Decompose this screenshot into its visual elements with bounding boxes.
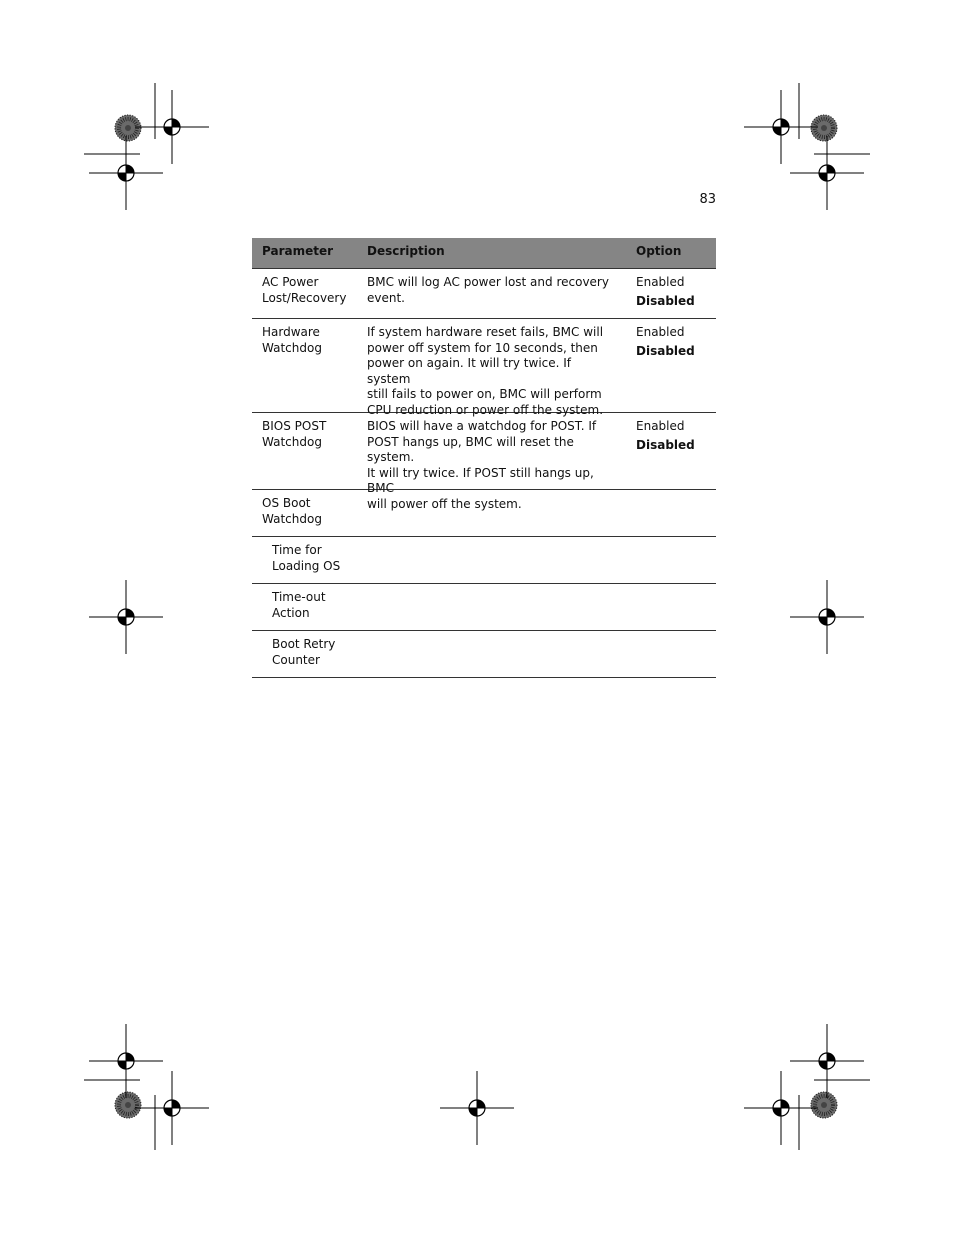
- option-value: Enabled: [636, 419, 685, 433]
- cell-option: [626, 631, 716, 677]
- cell-option: [626, 584, 716, 630]
- cell-parameter: Time for Loading OS: [272, 543, 341, 573]
- table-row: [252, 584, 716, 631]
- header-parameter: Parameter: [262, 244, 334, 258]
- cell-description: BMC will log AC power lost and recovery event.: [367, 275, 609, 305]
- cell-option: [626, 490, 716, 536]
- table-row: [252, 631, 716, 678]
- cell-option: [626, 537, 716, 583]
- cell-option: [626, 413, 716, 489]
- cell-description: If system hardware reset fails, BMC will power off system for 10 seconds, then power on again. It will try twice. If system still fails to power on, BMC will perform CPU reduction or power off the system.: [367, 325, 604, 417]
- table-row: [252, 537, 716, 584]
- option-default: Disabled: [636, 437, 695, 452]
- cell-parameter: Time-out Action: [272, 590, 326, 620]
- cell-parameter: Hardware Watchdog: [262, 325, 322, 355]
- cell-parameter: BIOS POST Watchdog: [262, 419, 327, 449]
- cell-description: BIOS will have a watchdog for POST. If POST hangs up, BMC will reset the system. It will try twice. If POST still hangs up, BMC will power off the system.: [367, 419, 597, 511]
- table-body: [252, 269, 716, 678]
- header-description: Description: [367, 244, 445, 258]
- option-value: Enabled: [636, 275, 685, 289]
- parameter-table: [252, 238, 716, 678]
- cell-description: [357, 631, 626, 677]
- option-default: Disabled: [636, 293, 695, 308]
- cell-option: [626, 319, 716, 412]
- header-option: Option: [636, 244, 682, 258]
- cell-description: [357, 537, 626, 583]
- cell-parameter: AC Power Lost/Recovery: [262, 275, 347, 305]
- table-row: [252, 490, 716, 537]
- cell-parameter: OS Boot Watchdog: [262, 496, 322, 526]
- table-row: [252, 319, 716, 417]
- cell-description: [357, 490, 626, 536]
- option-value: Enabled: [636, 325, 685, 339]
- page-number: 83: [699, 192, 716, 207]
- cell-description: [357, 584, 626, 630]
- cell-option: [626, 269, 716, 318]
- cell-parameter: Boot Retry Counter: [272, 637, 336, 667]
- table-header: [252, 238, 716, 269]
- table-row: [252, 269, 716, 319]
- option-default: Disabled: [636, 343, 695, 358]
